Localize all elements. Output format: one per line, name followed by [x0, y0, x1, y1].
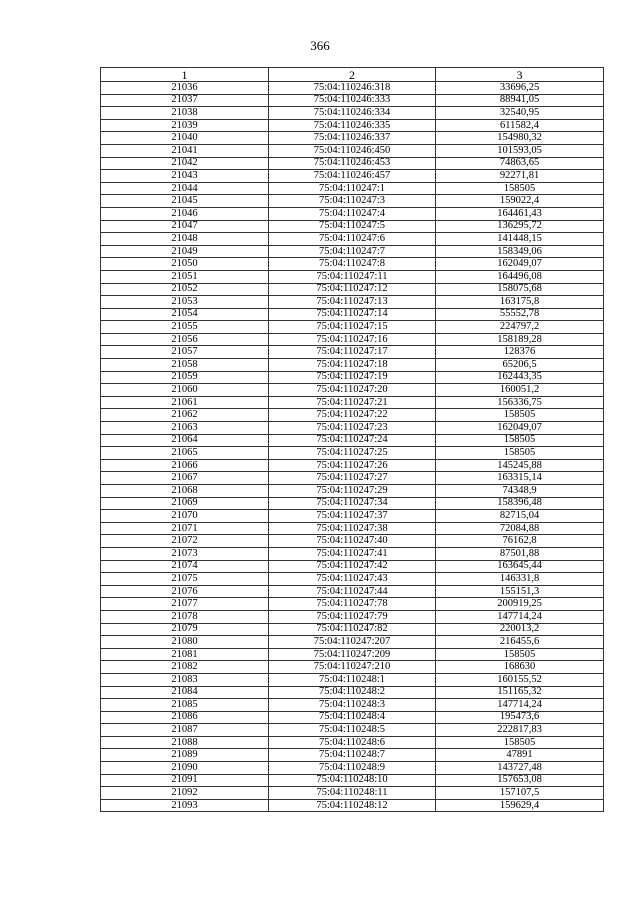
- row-number-cell: 21087: [101, 724, 269, 737]
- row-number-cell: 21057: [101, 346, 269, 359]
- table-row: [101, 170, 604, 183]
- table-row: [101, 119, 604, 132]
- table-row: [101, 585, 604, 598]
- cadastral-number-cell: 75:04:110247:29: [269, 485, 436, 498]
- table-row: [101, 447, 604, 460]
- value-cell: 74348,9: [436, 485, 604, 498]
- value-cell: 145245,88: [436, 459, 604, 472]
- row-number-cell: 21071: [101, 522, 269, 535]
- cadastral-number-cell: 75:04:110247:15: [269, 321, 436, 334]
- cadastral-number-cell: 75:04:110247:42: [269, 560, 436, 573]
- value-cell: 163645,44: [436, 560, 604, 573]
- value-cell: 163175,8: [436, 296, 604, 309]
- value-cell: 33696,25: [436, 82, 604, 95]
- table-row: [101, 283, 604, 296]
- table-row: [101, 220, 604, 233]
- table-row: [101, 560, 604, 573]
- table-row: [101, 598, 604, 611]
- value-cell: 147714,24: [436, 610, 604, 623]
- table-row: [101, 648, 604, 661]
- row-number-cell: 21088: [101, 736, 269, 749]
- row-number-cell: 21055: [101, 321, 269, 334]
- table-row: [101, 610, 604, 623]
- cadastral-number-cell: 75:04:110247:40: [269, 535, 436, 548]
- row-number-cell: 21036: [101, 82, 269, 95]
- value-cell: 162049,07: [436, 422, 604, 435]
- table-row: [101, 132, 604, 145]
- row-number-cell: 21086: [101, 711, 269, 724]
- table-row: [101, 396, 604, 409]
- value-cell: 224797,2: [436, 321, 604, 334]
- table-row: [101, 82, 604, 95]
- cadastral-number-cell: 75:04:110247:79: [269, 610, 436, 623]
- cadastral-number-cell: 75:04:110247:14: [269, 308, 436, 321]
- row-number-cell: 21090: [101, 762, 269, 775]
- row-number-cell: 21075: [101, 573, 269, 586]
- table-row: [101, 94, 604, 107]
- value-cell: 158505: [436, 736, 604, 749]
- cadastral-number-cell: 75:04:110248:10: [269, 774, 436, 787]
- table-row: [101, 207, 604, 220]
- row-number-cell: 21040: [101, 132, 269, 145]
- row-number-cell: 21053: [101, 296, 269, 309]
- table-row: [101, 673, 604, 686]
- cadastral-number-cell: 75:04:110247:209: [269, 648, 436, 661]
- row-number-cell: 21082: [101, 661, 269, 674]
- row-number-cell: 21068: [101, 485, 269, 498]
- row-number-cell: 21043: [101, 170, 269, 183]
- value-cell: 222817,83: [436, 724, 604, 737]
- row-number-cell: 21058: [101, 359, 269, 372]
- cadastral-number-cell: 75:04:110248:12: [269, 799, 436, 812]
- table-row: [101, 749, 604, 762]
- cadastral-number-cell: 75:04:110248:4: [269, 711, 436, 724]
- cadastral-number-cell: 75:04:110246:450: [269, 144, 436, 157]
- cadastral-number-cell: 75:04:110248:2: [269, 686, 436, 699]
- cadastral-number-cell: 75:04:110247:5: [269, 220, 436, 233]
- value-cell: 168630: [436, 661, 604, 674]
- table-row: [101, 233, 604, 246]
- value-cell: 611582,4: [436, 119, 604, 132]
- value-cell: 151165,32: [436, 686, 604, 699]
- cadastral-number-cell: 75:04:110247:13: [269, 296, 436, 309]
- table-row: [101, 485, 604, 498]
- table-row: [101, 371, 604, 384]
- value-cell: 72084,88: [436, 522, 604, 535]
- cadastral-number-cell: 75:04:110247:44: [269, 585, 436, 598]
- value-cell: 200919,25: [436, 598, 604, 611]
- table-row: [101, 434, 604, 447]
- row-number-cell: 21069: [101, 497, 269, 510]
- table-row: [101, 195, 604, 208]
- row-number-cell: 21045: [101, 195, 269, 208]
- value-cell: 158505: [436, 447, 604, 460]
- row-number-cell: 21083: [101, 673, 269, 686]
- cadastral-number-cell: 75:04:110248:7: [269, 749, 436, 762]
- value-cell: 164496,08: [436, 270, 604, 283]
- cadastral-number-cell: 75:04:110247:12: [269, 283, 436, 296]
- table-row: [101, 522, 604, 535]
- table-row: [101, 308, 604, 321]
- row-number-cell: 21047: [101, 220, 269, 233]
- table-row: [101, 497, 604, 510]
- table-row: [101, 736, 604, 749]
- table-row: [101, 270, 604, 283]
- value-cell: 101593,05: [436, 144, 604, 157]
- cadastral-number-cell: 75:04:110247:17: [269, 346, 436, 359]
- value-cell: 158505: [436, 648, 604, 661]
- header-row: [101, 68, 604, 82]
- value-cell: 160155,52: [436, 673, 604, 686]
- table-row: [101, 623, 604, 636]
- table-row: [101, 799, 604, 812]
- table-row: [101, 245, 604, 258]
- table-row: [101, 762, 604, 775]
- row-number-cell: 21063: [101, 422, 269, 435]
- row-number-cell: 21077: [101, 598, 269, 611]
- table-row: [101, 258, 604, 271]
- cadastral-number-cell: 75:04:110247:24: [269, 434, 436, 447]
- table-row: [101, 333, 604, 346]
- cadastral-number-cell: 75:04:110247:1: [269, 182, 436, 195]
- table-row: [101, 510, 604, 523]
- row-number-cell: 21042: [101, 157, 269, 170]
- table-row: [101, 535, 604, 548]
- row-number-cell: 21052: [101, 283, 269, 296]
- value-cell: 154980,32: [436, 132, 604, 145]
- row-number-cell: 21062: [101, 409, 269, 422]
- cadastral-number-cell: 75:04:110246:334: [269, 107, 436, 120]
- table-row: [101, 157, 604, 170]
- value-cell: 128376: [436, 346, 604, 359]
- cadastral-number-cell: 75:04:110247:37: [269, 510, 436, 523]
- cadastral-number-cell: 75:04:110246:457: [269, 170, 436, 183]
- value-cell: 88941,05: [436, 94, 604, 107]
- cadastral-number-cell: 75:04:110247:7: [269, 245, 436, 258]
- value-cell: 47891: [436, 749, 604, 762]
- value-cell: 164461,43: [436, 207, 604, 220]
- row-number-cell: 21089: [101, 749, 269, 762]
- cadastral-number-cell: 75:04:110248:5: [269, 724, 436, 737]
- row-number-cell: 21084: [101, 686, 269, 699]
- value-cell: 143727,48: [436, 762, 604, 775]
- cadastral-number-cell: 75:04:110247:8: [269, 258, 436, 271]
- cadastral-number-cell: 75:04:110247:25: [269, 447, 436, 460]
- table-row: [101, 711, 604, 724]
- cadastral-number-cell: 75:04:110248:9: [269, 762, 436, 775]
- row-number-cell: 21065: [101, 447, 269, 460]
- cadastral-number-cell: 75:04:110247:3: [269, 195, 436, 208]
- cadastral-number-cell: 75:04:110247:26: [269, 459, 436, 472]
- cadastral-number-cell: 75:04:110247:16: [269, 333, 436, 346]
- row-number-cell: 21054: [101, 308, 269, 321]
- table-row: [101, 346, 604, 359]
- value-cell: 82715,04: [436, 510, 604, 523]
- row-number-cell: 21074: [101, 560, 269, 573]
- cadastral-number-cell: 75:04:110248:1: [269, 673, 436, 686]
- table-row: [101, 296, 604, 309]
- cadastral-number-cell: 75:04:110247:210: [269, 661, 436, 674]
- cadastral-number-cell: 75:04:110246:318: [269, 82, 436, 95]
- value-cell: 32540,95: [436, 107, 604, 120]
- value-cell: 195473,6: [436, 711, 604, 724]
- table-row: [101, 774, 604, 787]
- table-row: [101, 144, 604, 157]
- table-row: [101, 182, 604, 195]
- cadastral-number-cell: 75:04:110247:27: [269, 472, 436, 485]
- value-cell: 160051,2: [436, 384, 604, 397]
- table-row: [101, 661, 604, 674]
- cadastral-number-cell: 75:04:110246:337: [269, 132, 436, 145]
- table-row: [101, 787, 604, 800]
- table-row: [101, 573, 604, 586]
- table-row: [101, 409, 604, 422]
- table-row: [101, 472, 604, 485]
- row-number-cell: 21060: [101, 384, 269, 397]
- column-header-2: 2: [269, 68, 436, 82]
- value-cell: 157653,08: [436, 774, 604, 787]
- row-number-cell: 21070: [101, 510, 269, 523]
- row-number-cell: 21066: [101, 459, 269, 472]
- value-cell: 162443,35: [436, 371, 604, 384]
- cadastral-number-cell: 75:04:110247:23: [269, 422, 436, 435]
- row-number-cell: 21044: [101, 182, 269, 195]
- row-number-cell: 21061: [101, 396, 269, 409]
- value-cell: 76162,8: [436, 535, 604, 548]
- cadastral-number-cell: 75:04:110247:82: [269, 623, 436, 636]
- value-cell: 155151,3: [436, 585, 604, 598]
- row-number-cell: 21091: [101, 774, 269, 787]
- data-table: [100, 67, 604, 812]
- row-number-cell: 21051: [101, 270, 269, 283]
- cadastral-number-cell: 75:04:110247:41: [269, 547, 436, 560]
- table-row: [101, 422, 604, 435]
- row-number-cell: 21049: [101, 245, 269, 258]
- table-row: [101, 107, 604, 120]
- column-header-3: 3: [436, 68, 604, 82]
- cadastral-number-cell: 75:04:110247:43: [269, 573, 436, 586]
- cadastral-number-cell: 75:04:110247:18: [269, 359, 436, 372]
- row-number-cell: 21072: [101, 535, 269, 548]
- value-cell: 162049,07: [436, 258, 604, 271]
- column-header-1: 1: [101, 68, 269, 82]
- cadastral-number-cell: 75:04:110247:20: [269, 384, 436, 397]
- row-number-cell: 21059: [101, 371, 269, 384]
- row-number-cell: 21037: [101, 94, 269, 107]
- value-cell: 163315,14: [436, 472, 604, 485]
- value-cell: 55552,78: [436, 308, 604, 321]
- cadastral-number-cell: 75:04:110247:38: [269, 522, 436, 535]
- table-row: [101, 699, 604, 712]
- value-cell: 158505: [436, 182, 604, 195]
- row-number-cell: 21067: [101, 472, 269, 485]
- value-cell: 159022,4: [436, 195, 604, 208]
- value-cell: 92271,81: [436, 170, 604, 183]
- row-number-cell: 21085: [101, 699, 269, 712]
- value-cell: 158505: [436, 409, 604, 422]
- cadastral-number-cell: 75:04:110247:207: [269, 636, 436, 649]
- value-cell: 136295,72: [436, 220, 604, 233]
- value-cell: 158349,06: [436, 245, 604, 258]
- cadastral-number-cell: 75:04:110247:78: [269, 598, 436, 611]
- table-row: [101, 547, 604, 560]
- value-cell: 216455,6: [436, 636, 604, 649]
- value-cell: 159629,4: [436, 799, 604, 812]
- value-cell: 146331,8: [436, 573, 604, 586]
- cadastral-number-cell: 75:04:110247:22: [269, 409, 436, 422]
- cadastral-number-cell: 75:04:110247:11: [269, 270, 436, 283]
- row-number-cell: 21048: [101, 233, 269, 246]
- row-number-cell: 21039: [101, 119, 269, 132]
- table-row: [101, 384, 604, 397]
- row-number-cell: 21046: [101, 207, 269, 220]
- value-cell: 158505: [436, 434, 604, 447]
- table-row: [101, 686, 604, 699]
- row-number-cell: 21092: [101, 787, 269, 800]
- cadastral-number-cell: 75:04:110246:453: [269, 157, 436, 170]
- row-number-cell: 21093: [101, 799, 269, 812]
- row-number-cell: 21056: [101, 333, 269, 346]
- cadastral-number-cell: 75:04:110247:6: [269, 233, 436, 246]
- cadastral-number-cell: 75:04:110248:6: [269, 736, 436, 749]
- row-number-cell: 21073: [101, 547, 269, 560]
- row-number-cell: 21081: [101, 648, 269, 661]
- page-number: 366: [310, 38, 330, 53]
- row-number-cell: 21041: [101, 144, 269, 157]
- table-row: [101, 636, 604, 649]
- cadastral-number-cell: 75:04:110246:333: [269, 94, 436, 107]
- table-row: [101, 321, 604, 334]
- cadastral-number-cell: 75:04:110247:34: [269, 497, 436, 510]
- table-header: [101, 68, 604, 82]
- row-number-cell: 21080: [101, 636, 269, 649]
- value-cell: 158075,68: [436, 283, 604, 296]
- row-number-cell: 21078: [101, 610, 269, 623]
- table-row: [101, 359, 604, 372]
- value-cell: 141448,15: [436, 233, 604, 246]
- value-cell: 158189,28: [436, 333, 604, 346]
- row-number-cell: 21050: [101, 258, 269, 271]
- value-cell: 156336,75: [436, 396, 604, 409]
- row-number-cell: 21076: [101, 585, 269, 598]
- cadastral-number-cell: 75:04:110247:21: [269, 396, 436, 409]
- cadastral-number-cell: 75:04:110247:4: [269, 207, 436, 220]
- value-cell: 147714,24: [436, 699, 604, 712]
- value-cell: 65206,5: [436, 359, 604, 372]
- value-cell: 74863,65: [436, 157, 604, 170]
- row-number-cell: 21079: [101, 623, 269, 636]
- row-number-cell: 21038: [101, 107, 269, 120]
- value-cell: 158396,48: [436, 497, 604, 510]
- cadastral-number-cell: 75:04:110246:335: [269, 119, 436, 132]
- row-number-cell: 21064: [101, 434, 269, 447]
- cadastral-number-cell: 75:04:110247:19: [269, 371, 436, 384]
- value-cell: 157107,5: [436, 787, 604, 800]
- cadastral-number-cell: 75:04:110248:11: [269, 787, 436, 800]
- table-row: [101, 724, 604, 737]
- table-body: [101, 82, 604, 812]
- table-row: [101, 459, 604, 472]
- cadastral-number-cell: 75:04:110248:3: [269, 699, 436, 712]
- value-cell: 220013,2: [436, 623, 604, 636]
- value-cell: 87501,88: [436, 547, 604, 560]
